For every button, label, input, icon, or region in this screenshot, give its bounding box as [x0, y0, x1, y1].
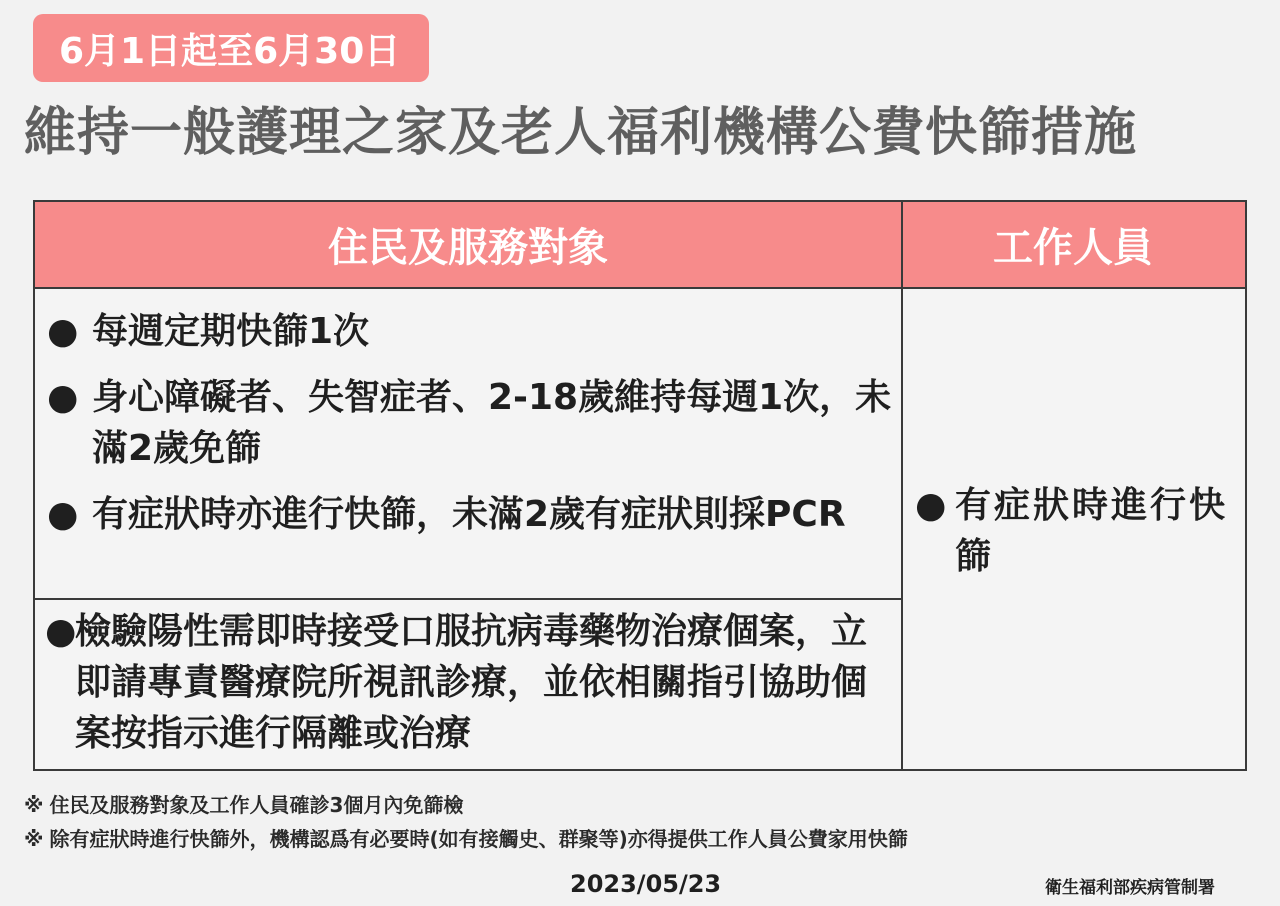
- date-badge: 6月1日起至6月30日: [33, 14, 429, 82]
- footer-agency: 衛生福利部疾病管制署: [1045, 878, 1215, 898]
- list-item-text: 檢驗陽性需即時接受口服抗病毒藥物治療個案，立即請專責醫療院所視訊診療，並依相關指引協助個案按指示進行隔離或治療: [75, 611, 868, 754]
- residents-list: [47, 306, 897, 555]
- measures-table: [33, 200, 1247, 771]
- list-item: [45, 606, 895, 759]
- bullet-icon: ●: [47, 377, 79, 418]
- note-line: [24, 788, 908, 822]
- bullet-icon: ●: [915, 485, 950, 526]
- list-item: [47, 306, 897, 357]
- note-line: [24, 822, 908, 856]
- list-item: [47, 489, 897, 540]
- header-residents: 住民及服務對象: [35, 202, 901, 289]
- list-item: [47, 372, 897, 474]
- column-divider: [901, 202, 903, 769]
- list-item-text: 有症狀時亦進行快篩，未滿2歲有症狀則採PCR: [92, 494, 846, 535]
- list-item: [915, 480, 1245, 582]
- bullet-icon: ●: [47, 311, 79, 352]
- list-item-text: 有症狀時進行快篩: [955, 485, 1229, 577]
- bullet-icon: ●: [45, 611, 77, 652]
- notes: [24, 788, 908, 856]
- list-item-text: 每週定期快篩1次: [92, 311, 370, 352]
- bullet-icon: ●: [47, 494, 79, 535]
- page-title: 維持一般護理之家及老人福利機構公費快篩措施: [24, 103, 1138, 163]
- footer-date: 2023/05/23: [570, 870, 722, 898]
- staff-measure: [915, 480, 1245, 582]
- note-mark-icon: ※: [24, 827, 44, 851]
- list-item-text: 身心障礙者、失智症者、2-18歲維持每週1次，未滿2歲免篩: [92, 377, 892, 469]
- header-staff: 工作人員: [901, 202, 1245, 289]
- note-text: 住民及服務對象及工作人員確診3個月內免篩檢: [49, 793, 464, 817]
- row-divider: [35, 598, 901, 600]
- note-text: 除有症狀時進行快篩外，機構認爲有必要時(如有接觸史、群聚等)亦得提供工作人員公費家用快篩: [49, 827, 908, 851]
- residents-followup: [45, 606, 895, 759]
- note-mark-icon: ※: [24, 793, 44, 817]
